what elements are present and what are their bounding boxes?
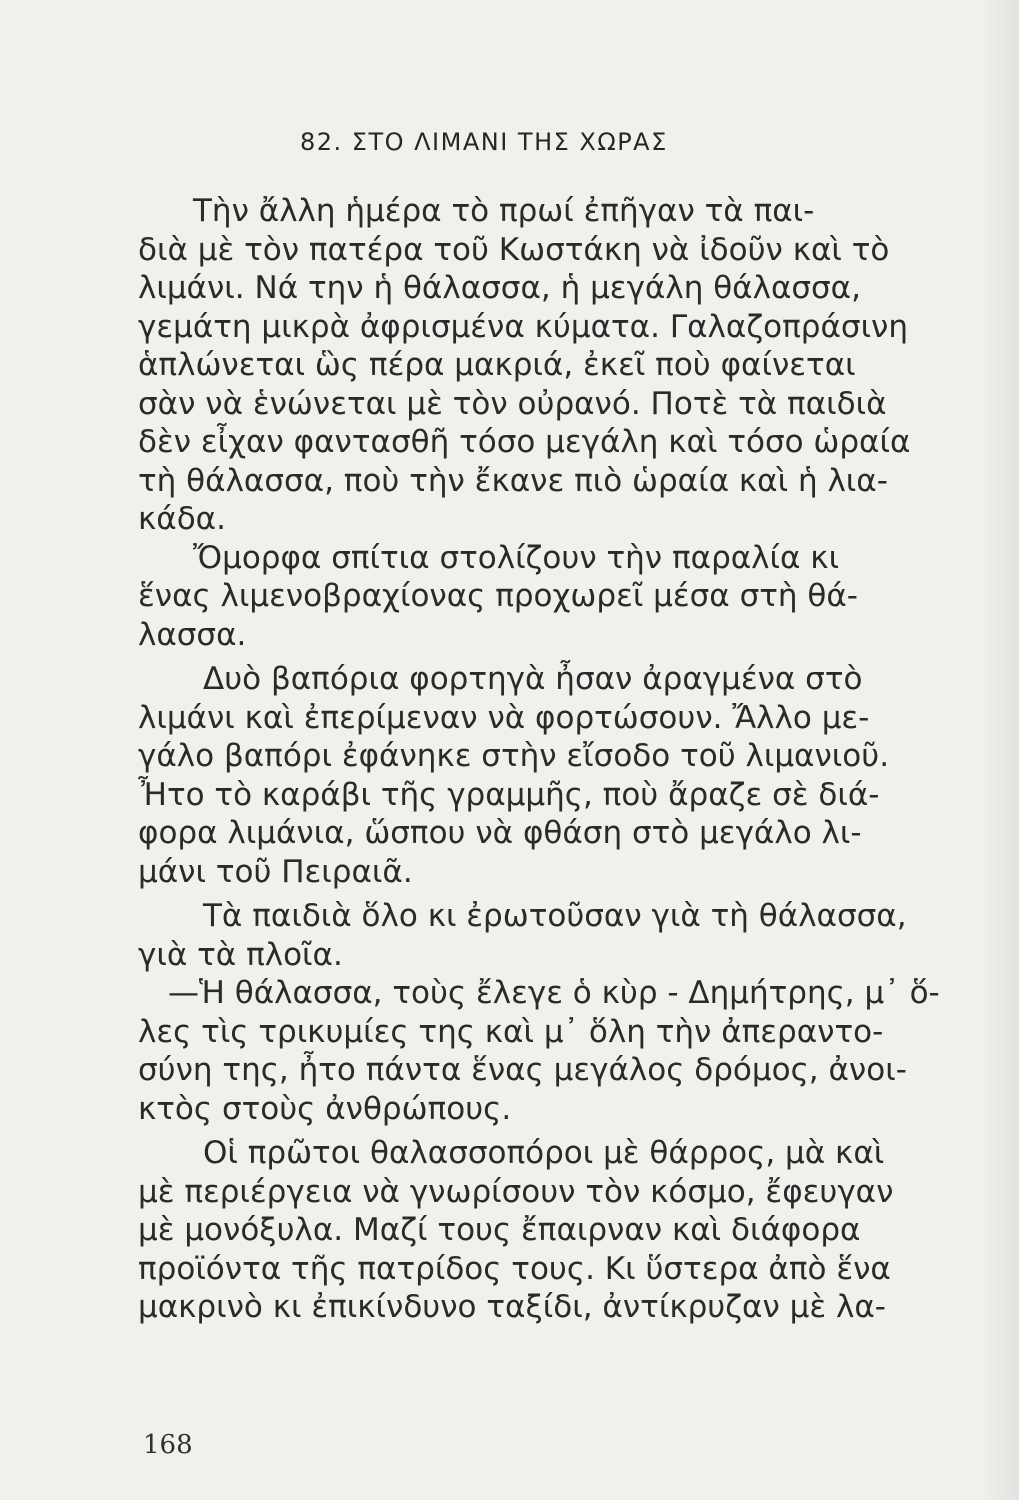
- text-line: προϊόντα τῆς πατρίδος τους. Κι ὕστερα ἀπὸ ἕνα: [138, 1250, 891, 1287]
- text-line: κτὸς στοὺς ἀνθρώπους.: [138, 1090, 512, 1127]
- text-line: Τὴν ἄλλη ἡμέρα τὸ πρωί ἐπῆγαν τὰ παι-: [193, 193, 815, 229]
- text-line: λες τὶς τρικυμίες της καὶ μ᾽ ὅλη τὴν ἀπεραντο-: [138, 1013, 884, 1050]
- page-number: 168: [143, 1430, 193, 1460]
- text-line: μάνι τοῦ Πειραιᾶ.: [138, 853, 413, 890]
- text-line: γεμάτη μικρὰ ἀφρισμένα κύματα. Γαλαζοπράσινη: [138, 308, 909, 345]
- text-line: Δυὸ βαπόρια φορτηγὰ ἦσαν ἀραγμένα στὸ: [203, 661, 863, 697]
- text-line: κάδα.: [138, 501, 226, 537]
- text-line: Οἱ πρῶτοι θαλασσοπόροι μὲ θάρρος, μὰ καὶ: [203, 1135, 885, 1171]
- text-line: λιμάνι. Νά την ἡ θάλασσα, ἡ μεγάλη θάλασσα,: [138, 270, 861, 306]
- text-line: Ἦτο τὸ καράβι τῆς γραμμῆς, ποὺ ἄραζε σὲ διά-: [138, 776, 880, 813]
- text-line: ἕνας λιμενοβραχίονας προχωρεῖ μέσα στὴ θά-: [138, 578, 858, 614]
- text-line: λιμάνι καὶ ἐπερίμεναν νὰ φορτώσουν. Ἄλλο με-: [138, 699, 870, 736]
- text-line: σὰν νὰ ἑνώνεται μὲ τὸν οὐρανό. Ποτὲ τὰ παιδιὰ: [138, 385, 887, 422]
- text-line: τὴ θάλασσα, ποὺ τὴν ἔκανε πιὸ ὡραία καὶ ἡ λια-: [138, 462, 888, 499]
- text-line: Ὄμορφα σπίτια στολίζουν τὴν παραλία κι: [193, 539, 840, 576]
- text-line: σύνη της, ἦτο πάντα ἕνας μεγάλος δρόμος, ἀνοι-: [138, 1052, 907, 1088]
- text-line: δὲν εἶχαν φαντασθῆ τόσο μεγάλη καὶ τόσο ὡραία: [138, 424, 911, 460]
- text-line: μακρινὸ κι ἐπικίνδυνο ταξίδι, ἀντίκρυζαν μὲ λα-: [138, 1289, 886, 1325]
- text-line: ἁπλώνεται ὣς πέρα μακριά, ἐκεῖ ποὺ φαίνεται: [138, 347, 856, 383]
- text-line: —Ἡ θάλασσα, τοὺς ἔλεγε ὁ κὺρ - Δημήτρης, μ᾽ ὅ-: [168, 975, 940, 1011]
- text-line: μὲ μονόξυλα. Μαζί τους ἔπαιρναν καὶ διάφορα: [138, 1212, 861, 1248]
- text-line: φορα λιμάνια, ὥσπου νὰ φθάση στὸ μεγάλο λι-: [138, 815, 862, 851]
- text-line: Τὰ παιδιὰ ὅλο κι ἐρωτοῦσαν γιὰ τὴ θάλασσα,: [203, 898, 907, 934]
- text-line: μὲ περιέργεια νὰ γνωρίσουν τὸν κόσμο, ἔφευγαν: [138, 1173, 894, 1210]
- text-line: γιὰ τὰ πλοῖα.: [138, 936, 343, 973]
- chapter-title: 82. ΣΤΟ ΛΙΜΑΝΙ ΤΗΣ ΧΩΡΑΣ: [300, 128, 668, 156]
- text-line: διὰ μὲ τὸν πατέρα τοῦ Κωστάκη νὰ ἰδοῦν καὶ τὸ: [138, 231, 890, 268]
- body-text: [138, 192, 983, 1327]
- text-line: γάλο βαπόρι ἐφάνηκε στὴν εἴσοδο τοῦ λιμανιοῦ.: [138, 738, 890, 774]
- page-edge-shadow: [979, 0, 1019, 1500]
- text-line: λασσα.: [138, 616, 247, 653]
